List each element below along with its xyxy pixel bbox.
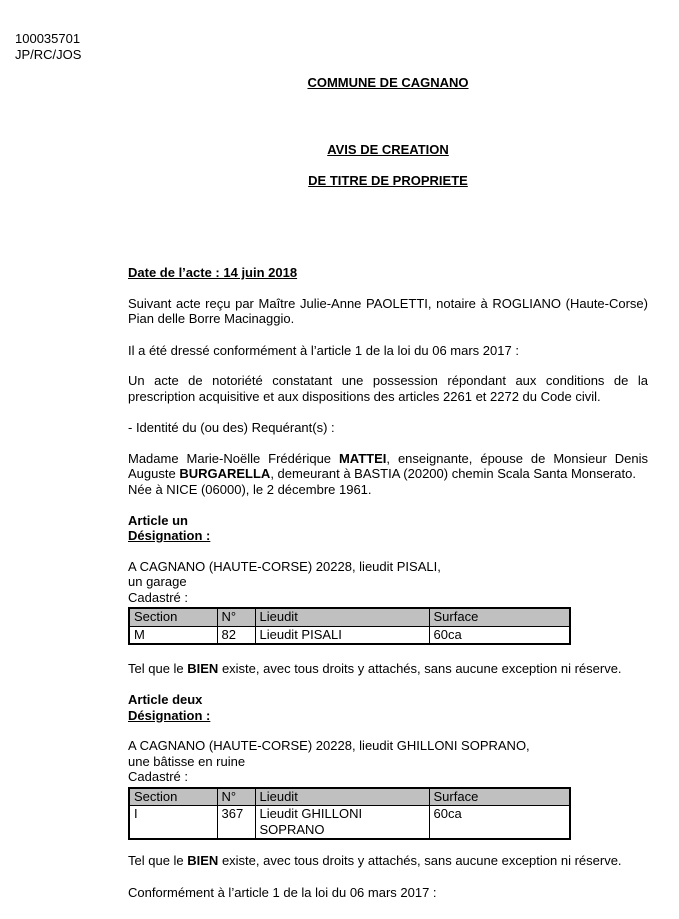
article-two-location: A CAGNANO (HAUTE-CORSE) 20228, lieudit GHILLONI SOPRANO, (128, 738, 530, 753)
article-two-heading: Article deux (128, 692, 203, 707)
reference-number: 100035701 (15, 31, 81, 46)
cadastre-table-article-two (128, 787, 571, 841)
paragraph-requerant (128, 451, 648, 498)
table-header-row (129, 788, 570, 806)
bien-post: existe, avec tous droits y attachés, sans aucune exception ni réserve. (218, 661, 622, 676)
reference-block (15, 31, 81, 62)
article-two-location-block (128, 738, 648, 785)
title-avis-line1: AVIS DE CREATION (327, 141, 449, 157)
table-header-row (129, 608, 570, 626)
header-surface: Surface (429, 608, 570, 626)
paragraph-notaire: Suivant acte reçu par Maître Julie-Anne PAOLETTI, notaire à ROGLIANO (Haute-Corse) Pian delle Borre Macinaggio. (128, 295, 648, 326)
article-two-description: une bâtisse en ruine (128, 753, 246, 769)
article-one-location-block (128, 559, 648, 606)
table-row (129, 806, 570, 840)
paragraph-dresse: Il a été dressé conformément à l’article 1 de la loi du 06 mars 2017 : (128, 342, 519, 358)
bien-bold: BIEN (187, 661, 219, 676)
cadastre-table-article-one (128, 607, 571, 645)
requerant-mid: , enseignante, épouse de Monsieur Denis Auguste (128, 450, 648, 481)
article-one-cadastre-label: Cadastré : (128, 589, 188, 605)
cell-lieudit: Lieudit PISALI (255, 626, 429, 644)
article-one-heading: Article un (128, 512, 188, 528)
header-surface: Surface (429, 788, 570, 806)
bien-pre: Tel que le (128, 661, 188, 676)
requerant-name-burgarella: BURGARELLA (179, 466, 271, 481)
paragraph-bien-two (128, 853, 648, 869)
article-one-description: un garage (128, 574, 187, 589)
cell-surface: 60ca (429, 806, 570, 840)
paragraph-bien-one (128, 661, 648, 677)
paragraph-acte-notoriete: Un acte de notoriété constatant une possession répondant aux conditions de la prescription acquisitive et aux dispositions des articles 2261 et 2272 du Code civil. (128, 373, 648, 404)
requerant-birth: Née à NICE (06000), le 2 décembre 1961. (128, 481, 372, 497)
document-body (128, 0, 648, 900)
requerant-name-mattei: MATTEI (338, 450, 387, 466)
reference-initials: JP/RC/JOS (15, 46, 82, 62)
article-two-cadastre-label: Cadastré : (128, 769, 188, 784)
bien-post: existe, avec tous droits y attachés, sans aucune exception ni réserve. (218, 853, 622, 868)
date-heading: Date de l’acte : 14 juin 2018 (128, 265, 298, 280)
article-one-designation: Désignation : (128, 528, 211, 543)
requerant-post: , demeurant à BASTIA (20200) chemin Scala Santa Monserato. (270, 466, 636, 481)
cell-numero: 367 (217, 806, 255, 840)
title-commune: COMMUNE DE CAGNANO (307, 75, 469, 90)
paragraph-identite: - Identité du (ou des) Requérant(s) : (128, 420, 335, 435)
title-avis-line2: DE TITRE DE PROPRIETE (308, 172, 468, 188)
header-numero: N° (217, 788, 255, 806)
header-numero: N° (217, 608, 255, 626)
header-section: Section (129, 788, 217, 806)
bien-pre: Tel que le (128, 853, 188, 868)
paragraph-conforme: Conformément à l’article 1 de la loi du 06 mars 2017 : (128, 884, 437, 900)
cell-numero: 82 (217, 626, 255, 644)
cell-section: M (129, 626, 217, 644)
cell-lieudit: Lieudit GHILLONI SOPRANO (255, 806, 429, 840)
requerant-pre: Madame Marie-Noëlle Frédérique (128, 450, 339, 466)
table-row (129, 626, 570, 644)
header-lieudit: Lieudit (255, 788, 429, 806)
header-section: Section (129, 608, 217, 626)
bien-bold: BIEN (187, 853, 219, 868)
article-one-location: A CAGNANO (HAUTE-CORSE) 20228, lieudit PISALI, (128, 558, 441, 574)
cell-surface: 60ca (429, 626, 570, 644)
header-lieudit: Lieudit (255, 608, 429, 626)
cell-section: I (129, 806, 217, 840)
article-two-designation: Désignation : (128, 707, 211, 723)
